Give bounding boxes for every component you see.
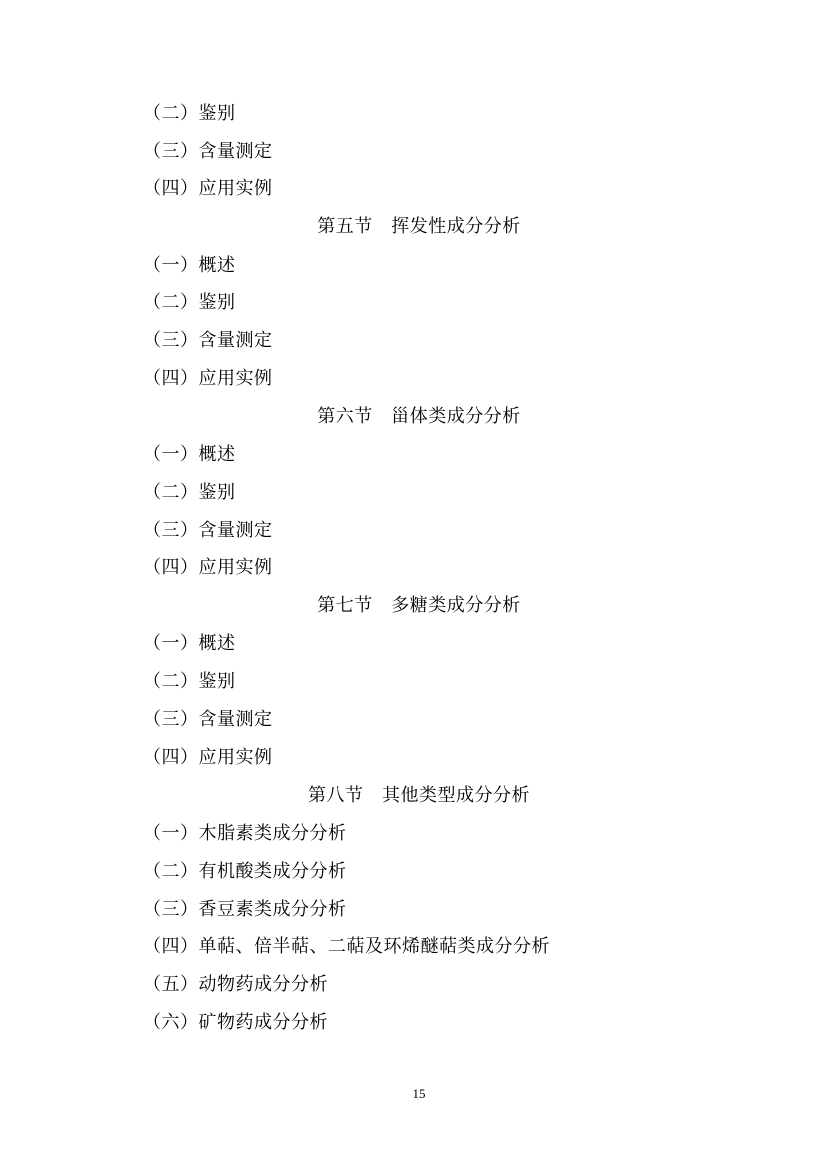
subsection-item: （六）矿物药成分分析 (143, 1012, 328, 1033)
subsection-item: （四）应用实例 (143, 178, 273, 199)
subsection-item: （四）单萜、倍半萜、二萜及环烯醚萜类成分分析 (143, 936, 550, 957)
section-heading: 第六节 甾体类成分分析 (317, 406, 521, 427)
section-heading: 第五节 挥发性成分分析 (317, 216, 521, 237)
subsection-item: （三）含量测定 (143, 330, 273, 351)
subsection-item: （一）木脂素类成分分析 (143, 823, 347, 844)
section-heading: 第七节 多糖类成分分析 (317, 595, 521, 616)
subsection-item: （二）鉴别 (143, 292, 236, 313)
subsection-item: （一）概述 (143, 633, 236, 654)
subsection-item: （二）鉴别 (143, 482, 236, 503)
subsection-item: （五）动物药成分分析 (143, 974, 328, 995)
subsection-item: （三）香豆素类成分分析 (143, 899, 347, 920)
subsection-item: （一）概述 (143, 444, 236, 465)
page-number: 15 (412, 1086, 426, 1101)
subsection-item: （二）有机酸类成分分析 (143, 861, 347, 882)
subsection-item: （三）含量测定 (143, 141, 273, 162)
subsection-item: （一）概述 (143, 255, 236, 276)
subsection-item: （三）含量测定 (143, 520, 273, 541)
subsection-item: （四）应用实例 (143, 747, 273, 768)
section-heading: 第八节 其他类型成分分析 (308, 785, 530, 806)
subsection-item: （四）应用实例 (143, 368, 273, 389)
subsection-item: （二）鉴别 (143, 671, 236, 692)
subsection-item: （三）含量测定 (143, 709, 273, 730)
subsection-item: （二）鉴别 (143, 103, 236, 124)
subsection-item: （四）应用实例 (143, 557, 273, 578)
